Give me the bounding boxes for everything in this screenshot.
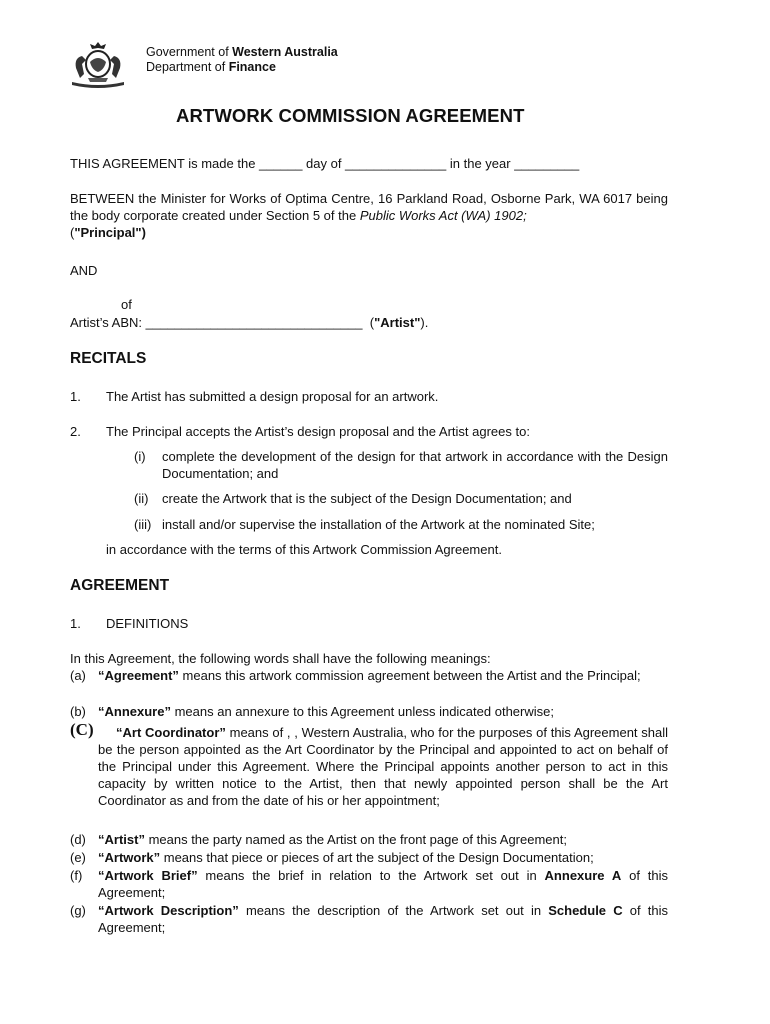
page-title: ARTWORK COMMISSION AGREEMENT — [176, 105, 525, 126]
recital-2-text: The Principal accepts the Artist’s design proposal and the Artist agrees to: — [106, 424, 530, 439]
recital-sub-i-text: complete the development of the design for that artwork in accordance with the Design Documentation; and — [162, 449, 668, 481]
recitals-closing: in accordance with the terms of this Artwork Commission Agreement. — [106, 542, 502, 557]
definitions-heading: DEFINITIONS — [106, 616, 189, 631]
recital-1-number: 1. — [70, 389, 81, 404]
recital-sub-ii-number: (ii) — [134, 491, 149, 506]
coat-of-arms-icon — [68, 38, 128, 90]
definition-f-text: “Artwork Brief” means the brief in relation to the Artwork set out in Annexure A of this Agreement; — [98, 868, 668, 900]
artist-abn-line: Artist’s ABN: ______________________________ ("Artist"). — [70, 315, 429, 330]
definition-a-number: (a) — [70, 668, 86, 683]
between-paragraph: BETWEEN the Minister for Works of Optima Centre, 16 Parkland Road, Osborne Park, WA 6017 being the body corporate created under Section 5 of the Public Works Act (WA) 1902; ("Principal") — [70, 191, 668, 240]
definition-c-text: “Art Coordinator” means of , , Western Australia, who for the purposes of this Agreement shall be the person appointed as the Art Coordinator by the Principal and appointed to act on behalf of the Principal under this Agreement. Where the Principal appoints another person to act in this capacity by written notice to the Artist, then that newly appointed person shall be the Art Coordinator as and from the date of his or her appointment; — [98, 725, 668, 808]
definitions-number: 1. — [70, 616, 81, 631]
artist-of-label: of — [121, 297, 132, 312]
definition-f-number: (f) — [70, 868, 83, 883]
org-name: Government of Western Australia — [146, 45, 338, 59]
definition-b-text: “Annexure” means an annexure to this Agreement unless indicated otherwise; — [98, 704, 554, 719]
agreement-heading: AGREEMENT — [70, 577, 170, 594]
recital-sub-i-number: (i) — [134, 449, 146, 464]
recital-sub-ii-text: create the Artwork that is the subject of the Design Documentation; and — [162, 491, 572, 506]
definition-g-number: (g) — [70, 903, 86, 918]
definition-a-text: “Agreement” means this artwork commission agreement between the Artist and the Principal; — [98, 668, 641, 683]
definition-b-number: (b) — [70, 704, 86, 719]
definition-d-number: (d) — [70, 832, 86, 847]
crest-logo — [68, 38, 128, 90]
recital-1-text: The Artist has submitted a design proposal for an artwork. — [106, 389, 439, 404]
agreement-date-line: THIS AGREEMENT is made the ______ day of ______________ in the year _________ — [70, 156, 580, 171]
recital-sub-iii-text: install and/or supervise the installation of the Artwork at the nominated Site; — [162, 517, 595, 532]
definition-d-text: “Artist” means the party named as the Artist on the front page of this Agreement; — [98, 832, 567, 847]
dept-name: Department of Finance — [146, 60, 276, 74]
recitals-heading: RECITALS — [70, 350, 147, 367]
and-label: AND — [70, 263, 98, 278]
definition-e-number: (e) — [70, 850, 86, 865]
recital-2-number: 2. — [70, 424, 81, 439]
definition-e-text: “Artwork” means that piece or pieces of art the subject of the Design Documentation; — [98, 850, 594, 865]
recital-sub-iii-number: (iii) — [134, 517, 152, 532]
definitions-intro: In this Agreement, the following words shall have the following meanings: — [70, 651, 491, 666]
definition-c-number: (C) — [70, 720, 94, 739]
definition-g-text: “Artwork Description” means the description of the Artwork set out in Schedule C of this Agreement; — [98, 903, 669, 935]
